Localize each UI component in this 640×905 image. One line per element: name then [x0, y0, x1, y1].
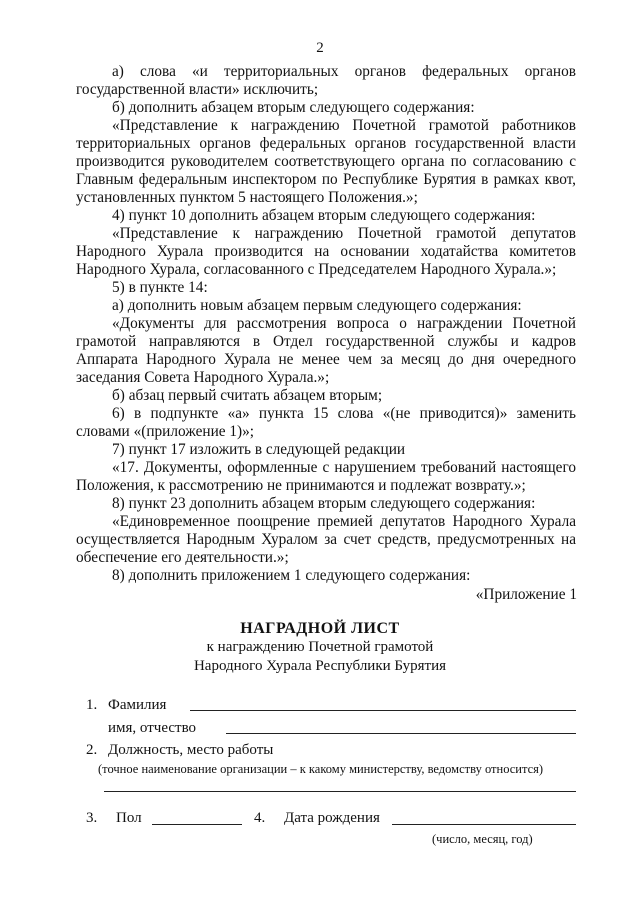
paragraph: а) слова «и территориальных органов федеральных органов государственной власти» исключить;: [76, 63, 576, 98]
paragraph: 6) в подпункте «а» пункта 15 слова «(не приводится)» заменить словами «(приложение 1)»;: [76, 405, 576, 440]
paragraph: 8) пункт 23 дополнить абзацем вторым следующего содержания:: [112, 495, 536, 512]
form-subtitle: к награждению Почетной грамотой: [206, 639, 434, 655]
field-3-number: 3.: [86, 810, 98, 826]
position-workplace-line: [104, 791, 576, 792]
field-4-number: 4.: [254, 810, 266, 826]
paragraph: 4) пункт 10 дополнить абзацем вторым следующего содержания:: [112, 207, 536, 224]
amendments-text: [76, 63, 576, 585]
paragraph: «Единовременное поощрение премией депутатов Народного Хурала осуществляется Народным Хуралом за счет средств, предусмотренных на обеспечение его деятельности.»;: [76, 513, 576, 566]
birth-date-hint: (число, месяц, год): [432, 832, 533, 846]
paragraph: «17. Документы, оформленные с нарушением требований настоящего Положения, к рассмотрению не принимаются и подлежат возврату.»;: [76, 459, 576, 494]
name-patronymic-label: имя, отчество: [108, 720, 197, 736]
paragraph: б) дополнить абзацем вторым следующего содержания:: [112, 99, 475, 116]
award-sheet-heading: [0, 619, 640, 676]
gender-line: [152, 824, 242, 825]
paragraph: 5) в пункте 14:: [112, 279, 208, 296]
paragraph: 8) дополнить приложением 1 следующего содержания:: [112, 567, 471, 584]
appendix-label: «Приложение 1: [475, 586, 577, 603]
paragraph: а) дополнить новым абзацем первым следующего содержания:: [112, 297, 522, 314]
field-2-number: 2.: [86, 742, 98, 758]
surname-label: Фамилия: [108, 697, 167, 713]
form-subtitle: Народного Хурала Республики Бурятия: [193, 658, 447, 674]
page-number: 2: [316, 40, 324, 56]
field-1-number: 1.: [86, 697, 98, 713]
paragraph: «Представление к награждению Почетной грамотой работников территориальных органов федеральных органов государственной власти производится руководителем соответствующего органа по согласованию с Главным федеральным инспектором по Республике Бурятия в рамках квот, установленных пунктом 5 настоящего Положения.»;: [76, 117, 576, 206]
form-title: НАГРАДНОЙ ЛИСТ: [240, 620, 400, 637]
paragraph: 7) пункт 17 изложить в следующей редакции: [112, 441, 406, 458]
gender-label: Пол: [116, 810, 142, 826]
organization-hint: (точное наименование организации – к какому министерству, ведомству относится): [98, 762, 544, 776]
paragraph: «Документы для рассмотрения вопроса о награждении Почетной грамотой направляются в Отдел государственной службы и кадров Аппарата Народного Хурала не менее чем за месяц до дня очередного заседания Совета Народного Хурала.»;: [76, 315, 576, 386]
birth-date-line: [392, 824, 576, 825]
birth-date-label: Дата рождения: [284, 810, 380, 826]
position-workplace-label: Должность, место работы: [108, 742, 274, 758]
name-patronymic-line: [226, 733, 576, 734]
paragraph: «Представление к награждению Почетной грамотой депутатов Народного Хурала производится на основании ходатайства комитетов Народного Хурала, согласованного с Председателем Народного Хурала.»;: [76, 225, 576, 278]
surname-line: [190, 710, 576, 711]
paragraph: б) абзац первый считать абзацем вторым;: [112, 387, 383, 404]
